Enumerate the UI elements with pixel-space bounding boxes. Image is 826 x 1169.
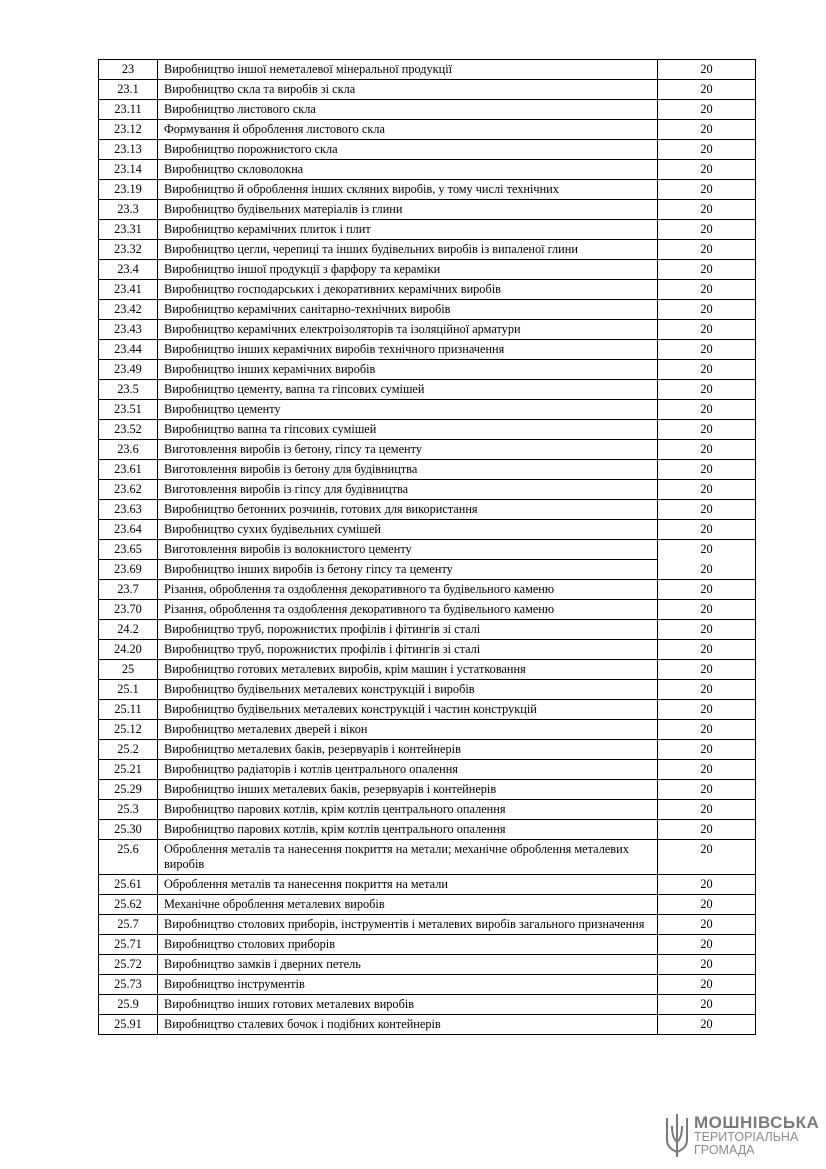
activity-codes-table: [98, 59, 756, 1035]
code-cell: 23.4: [99, 260, 158, 280]
name-cell: Виробництво інших металевих баків, резервуарів і контейнерів: [158, 780, 658, 800]
code-cell: 23.64: [99, 520, 158, 540]
value-cell: 20: [658, 60, 756, 80]
code-cell: 25.3: [99, 800, 158, 820]
value-cell: 20: [658, 915, 756, 935]
name-cell: Виробництво інших керамічних виробів: [158, 360, 658, 380]
name-cell: Механічне оброблення металевих виробів: [158, 895, 658, 915]
value-cell: 20: [658, 400, 756, 420]
code-cell: 23.51: [99, 400, 158, 420]
value-cell: 20: [658, 520, 756, 540]
value-cell: 20: [658, 200, 756, 220]
value-cell: 20: [658, 180, 756, 200]
name-cell: Виробництво металевих баків, резервуарів і контейнерів: [158, 740, 658, 760]
value-cell: 20: [658, 895, 756, 915]
name-cell: Виробництво скловолокна: [158, 160, 658, 180]
value-cell: 20: [658, 140, 756, 160]
table-row: [99, 640, 756, 660]
name-cell: Виробництво цементу: [158, 400, 658, 420]
name-cell: Виробництво керамічних плиток і плит: [158, 220, 658, 240]
table-row: [99, 260, 756, 280]
table-row: [99, 620, 756, 640]
code-cell: 23.19: [99, 180, 158, 200]
code-cell: 25.7: [99, 915, 158, 935]
table-row: [99, 820, 756, 840]
value-cell: 20: [658, 380, 756, 400]
name-cell: Виробництво металевих дверей і вікон: [158, 720, 658, 740]
table-row: [99, 700, 756, 720]
table-row: [99, 400, 756, 420]
value-cell: 20: [658, 80, 756, 100]
value-cell: 20: [658, 260, 756, 280]
value-cell: 20: [658, 500, 756, 520]
code-cell: 23.70: [99, 600, 158, 620]
table-row: [99, 800, 756, 820]
code-cell: 24.2: [99, 620, 158, 640]
code-cell: 23.14: [99, 160, 158, 180]
name-cell: Виробництво замків і дверних петель: [158, 955, 658, 975]
name-cell: Виготовлення виробів із бетону, гіпсу та цементу: [158, 440, 658, 460]
logo-subtitle-2: ГРОМАДА: [694, 1143, 755, 1157]
code-cell: 23.41: [99, 280, 158, 300]
value-cell: 20: [658, 580, 756, 600]
value-cell: 20: [658, 640, 756, 660]
name-cell: Виробництво вапна та гіпсових сумішей: [158, 420, 658, 440]
table-row: [99, 935, 756, 955]
name-cell: Оброблення металів та нанесення покриття на метали; механічне оброблення металевих виробів: [158, 840, 658, 875]
name-cell: Виробництво скла та виробів зі скла: [158, 80, 658, 100]
name-cell: Виробництво інструментів: [158, 975, 658, 995]
table-row: [99, 975, 756, 995]
code-cell: 25.29: [99, 780, 158, 800]
code-cell: 25.21: [99, 760, 158, 780]
code-cell: 23.5: [99, 380, 158, 400]
value-cell: 20: [658, 975, 756, 995]
name-cell: Виробництво бетонних розчинів, готових для використання: [158, 500, 658, 520]
value-cell: 20: [658, 700, 756, 720]
name-cell: Виробництво керамічних електроізоляторів та ізоляційної арматури: [158, 320, 658, 340]
table-body: [99, 60, 756, 1035]
value-cell: 20: [658, 220, 756, 240]
value-cell: 20: [658, 160, 756, 180]
table-row: [99, 460, 756, 480]
table-row: [99, 160, 756, 180]
table-row: [99, 60, 756, 80]
value-cell: 20: [658, 240, 756, 260]
name-cell: Виготовлення виробів із бетону для будівництва: [158, 460, 658, 480]
name-cell: Формування й оброблення листового скла: [158, 120, 658, 140]
value-cell: 20: [658, 800, 756, 820]
value-cell: 20: [658, 955, 756, 975]
code-cell: 23.6: [99, 440, 158, 460]
value-cell: 20: [658, 780, 756, 800]
table-row: [99, 240, 756, 260]
code-cell: 25.11: [99, 700, 158, 720]
table-row: [99, 220, 756, 240]
merged-value-cell: [658, 540, 756, 580]
table-row: [99, 955, 756, 975]
code-cell: 23.52: [99, 420, 158, 440]
name-cell: Виготовлення виробів із волокнистого цементу: [158, 540, 658, 560]
code-cell: 25.9: [99, 995, 158, 1015]
table-row: [99, 720, 756, 740]
community-logo: [664, 1112, 820, 1160]
value-cell: 20: [658, 995, 756, 1015]
code-cell: 25.73: [99, 975, 158, 995]
name-cell: Виробництво будівельних металевих конструкцій і частин конструкцій: [158, 700, 658, 720]
table-row: [99, 320, 756, 340]
code-cell: 25.2: [99, 740, 158, 760]
value-cell: 20: [658, 820, 756, 840]
value-cell: 20: [658, 480, 756, 500]
name-cell: Виробництво готових металевих виробів, крім машин і устатковання: [158, 660, 658, 680]
logo-subtitle-1: ТЕРИТОРІАЛЬНА: [694, 1130, 799, 1144]
name-cell: Виробництво іншої продукції з фарфору та кераміки: [158, 260, 658, 280]
code-cell: 23.31: [99, 220, 158, 240]
name-cell: Виробництво сухих будівельних сумішей: [158, 520, 658, 540]
code-cell: 23.13: [99, 140, 158, 160]
code-cell: 25.30: [99, 820, 158, 840]
logo-title: МОШНІВСЬКА: [694, 1113, 820, 1132]
table-row: [99, 300, 756, 320]
trident-icon: [664, 1112, 690, 1158]
table-row: [99, 840, 756, 875]
table-row: [99, 680, 756, 700]
table-row: [99, 120, 756, 140]
value-cell: 20: [658, 440, 756, 460]
code-cell: 23.42: [99, 300, 158, 320]
table-row: [99, 360, 756, 380]
value-cell: 20: [658, 600, 756, 620]
table-row: [99, 380, 756, 400]
table-row: [99, 200, 756, 220]
value-line: 20: [700, 562, 713, 576]
name-cell: Виробництво будівельних матеріалів із глини: [158, 200, 658, 220]
code-cell: 23.63: [99, 500, 158, 520]
table-row: [99, 875, 756, 895]
value-cell: 20: [658, 875, 756, 895]
value-cell: 20: [658, 935, 756, 955]
name-cell: Оброблення металів та нанесення покриття на метали: [158, 875, 658, 895]
name-cell: Різання, оброблення та оздоблення декоративного та будівельного каменю: [158, 600, 658, 620]
table-row: [99, 740, 756, 760]
table-row: [99, 560, 756, 580]
value-cell: 20: [658, 760, 756, 780]
code-cell: 25.1: [99, 680, 158, 700]
value-cell: 20: [658, 300, 756, 320]
table-row: [99, 500, 756, 520]
name-cell: Виробництво парових котлів, крім котлів центрального опалення: [158, 820, 658, 840]
name-cell: Різання, оброблення та оздоблення декоративного та будівельного каменю: [158, 580, 658, 600]
value-cell: 20: [658, 100, 756, 120]
name-cell: Виробництво іншої неметалевої мінеральної продукції: [158, 60, 658, 80]
name-cell: Виробництво столових приборів: [158, 935, 658, 955]
table-row: [99, 995, 756, 1015]
name-cell: Виробництво господарських і декоративних керамічних виробів: [158, 280, 658, 300]
value-cell: 20: [658, 660, 756, 680]
name-cell: Виробництво парових котлів, крім котлів центрального опалення: [158, 800, 658, 820]
name-cell: Виробництво будівельних металевих конструкцій і виробів: [158, 680, 658, 700]
value-cell: 20: [658, 280, 756, 300]
table-row: [99, 760, 756, 780]
name-cell: Виробництво сталевих бочок і подібних контейнерів: [158, 1015, 658, 1035]
value-cell: 20: [658, 360, 756, 380]
name-cell: Виробництво труб, порожнистих профілів і фітингів зі сталі: [158, 640, 658, 660]
name-cell: Виробництво цегли, черепиці та інших будівельних виробів із випаленої глини: [158, 240, 658, 260]
table-row: [99, 280, 756, 300]
value-cell: 20: [658, 720, 756, 740]
name-cell: Виробництво керамічних санітарно-технічних виробів: [158, 300, 658, 320]
table-row: [99, 1015, 756, 1035]
name-cell: Виробництво інших виробів із бетону гіпсу та цементу: [158, 560, 658, 580]
name-cell: Виробництво радіаторів і котлів центрального опалення: [158, 760, 658, 780]
code-cell: 23.61: [99, 460, 158, 480]
table-row: [99, 140, 756, 160]
code-cell: 23.65: [99, 540, 158, 560]
code-cell: 23.43: [99, 320, 158, 340]
table-row: [99, 895, 756, 915]
code-cell: 23: [99, 60, 158, 80]
name-cell: Виробництво й оброблення інших скляних виробів, у тому числі технічних: [158, 180, 658, 200]
code-cell: 24.20: [99, 640, 158, 660]
code-cell: 25.12: [99, 720, 158, 740]
code-cell: 25: [99, 660, 158, 680]
table-row: [99, 520, 756, 540]
name-cell: Виробництво інших керамічних виробів технічного призначення: [158, 340, 658, 360]
value-cell: 20: [658, 680, 756, 700]
table-row: [99, 100, 756, 120]
name-cell: Виробництво столових приборів, інструментів і металевих виробів загального призначення: [158, 915, 658, 935]
code-cell: 23.12: [99, 120, 158, 140]
table-row: [99, 660, 756, 680]
code-cell: 23.1: [99, 80, 158, 100]
code-cell: 23.32: [99, 240, 158, 260]
value-cell: 20: [658, 1015, 756, 1035]
name-cell: Виготовлення виробів із гіпсу для будівництва: [158, 480, 658, 500]
table-row: [99, 480, 756, 500]
code-cell: 23.62: [99, 480, 158, 500]
table-row: [99, 580, 756, 600]
name-cell: Виробництво цементу, вапна та гіпсових сумішей: [158, 380, 658, 400]
table-row: [99, 180, 756, 200]
code-cell: 25.71: [99, 935, 158, 955]
value-cell: 20: [658, 620, 756, 640]
code-cell: 23.49: [99, 360, 158, 380]
value-line: 20: [700, 542, 713, 556]
table-row: [99, 600, 756, 620]
code-cell: 23.7: [99, 580, 158, 600]
name-cell: Виробництво інших готових металевих виробів: [158, 995, 658, 1015]
value-cell: 20: [658, 740, 756, 760]
value-cell: 20: [658, 340, 756, 360]
code-cell: 23.11: [99, 100, 158, 120]
table-row: [99, 420, 756, 440]
code-cell: 25.62: [99, 895, 158, 915]
table-row: [99, 915, 756, 935]
code-cell: 23.3: [99, 200, 158, 220]
table-row: [99, 780, 756, 800]
code-cell: 23.44: [99, 340, 158, 360]
code-cell: 25.72: [99, 955, 158, 975]
name-cell: Виробництво труб, порожнистих профілів і фітингів зі сталі: [158, 620, 658, 640]
name-cell: Виробництво листового скла: [158, 100, 658, 120]
name-cell: Виробництво порожнистого скла: [158, 140, 658, 160]
code-cell: 25.6: [99, 840, 158, 875]
code-cell: 25.61: [99, 875, 158, 895]
table-row: [99, 440, 756, 460]
code-cell: 23.69: [99, 560, 158, 580]
value-cell: 20: [658, 120, 756, 140]
table-row: [99, 80, 756, 100]
value-cell: 20: [658, 460, 756, 480]
table-row: [99, 540, 756, 560]
value-cell: 20: [658, 420, 756, 440]
value-cell: 20: [658, 840, 756, 875]
table-row: [99, 340, 756, 360]
code-cell: 25.91: [99, 1015, 158, 1035]
value-cell: 20: [658, 320, 756, 340]
